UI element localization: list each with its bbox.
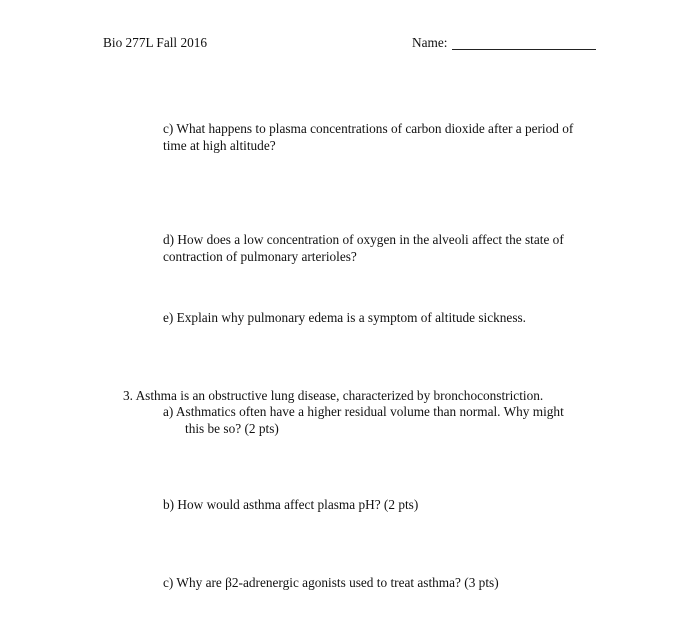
question-3c: c) Why are β2-adrenergic agonists used to treat asthma? (3 pts) bbox=[163, 575, 499, 590]
course-header: Bio 277L Fall 2016 bbox=[103, 35, 208, 50]
question-e: e) Explain why pulmonary edema is a symptom of altitude sickness. bbox=[163, 310, 527, 325]
question-d-line1: d) How does a low concentration of oxygen in the alveoli affect the state of bbox=[163, 232, 564, 247]
question-c-line2: time at high altitude? bbox=[163, 138, 276, 153]
name-blank-line bbox=[452, 49, 596, 50]
question-d-line2: contraction of pulmonary arterioles? bbox=[163, 249, 357, 264]
name-label: Name: bbox=[412, 35, 448, 50]
question-3b: b) How would asthma affect plasma pH? (2 pts) bbox=[163, 497, 419, 512]
question-3a-line2: this be so? (2 pts) bbox=[185, 421, 279, 436]
question-c-line1: c) What happens to plasma concentrations of carbon dioxide after a period of bbox=[163, 121, 574, 136]
question-3-intro: 3. Asthma is an obstructive lung disease, characterized by bronchoconstriction. bbox=[123, 388, 544, 403]
question-3a-line1: a) Asthmatics often have a higher residual volume than normal. Why might bbox=[163, 404, 564, 419]
